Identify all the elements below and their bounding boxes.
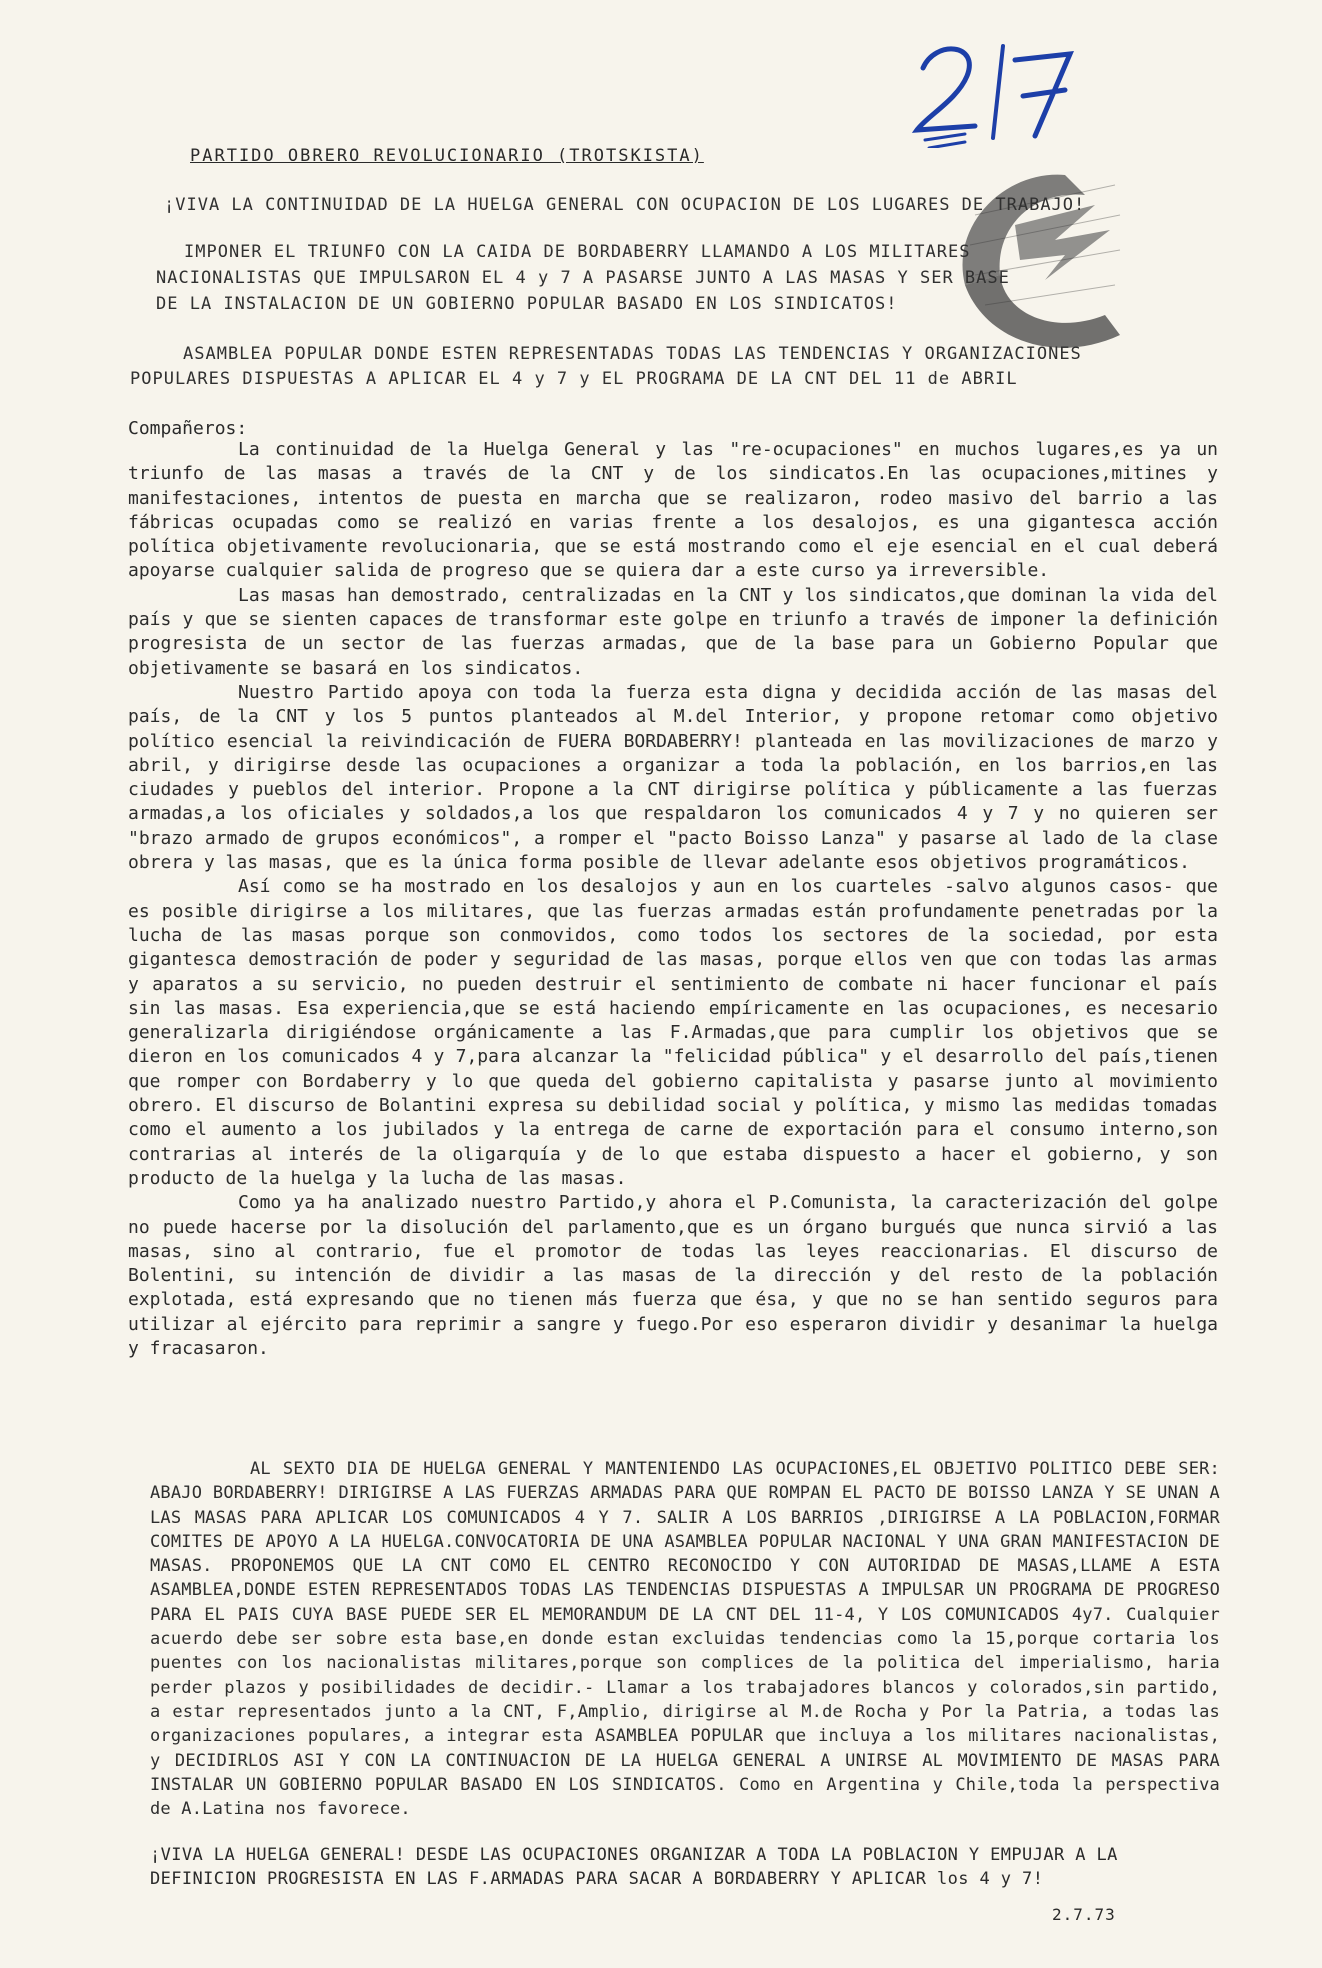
- paragraph-4: Así como se ha mostrado en los desalojos y aun en los cuarteles -salvo algunos casos- que es posible dirigirse a los militares, que las fuerzas armadas están profundamente penetradas por la lucha de las masas porque son conmovidos, como todos los sectores de la sociedad, por esta gigantesca demostración de poder y seguridad de las masas, porque ellos ven que con todas las armas y aparatos a su servicio, no pueden destruir el sentimiento de combate ni hacer funcionar el país sin las masas. Esa experiencia,que se está haciendo empíricamente en las ocupaciones, es necesario generalizarla dirigiéndose orgánicamente a las F.Armadas,que para cumplir los objetivos que se dieron en los comunicados 4 y 7,para alcanzar la "felicidad pública" y el desarrollo del país,tienen que romper con Bordaberry y lo que queda del gobierno capitalista y pasarse junto al movimiento obrero. El discurso de Bolantini expresa su debilidad social y política, y mismo las medidas tomadas como el aumento a los jubilados y la entrega de carne de exportación para el consumo interno,son contrarias al interés de la oligarquía y de lo que estaba dispuesto a hacer el gobierno, y son producto de la huelga y la lucha de las masas.: [128, 876, 1218, 1189]
- handwritten-page-number: [905, 38, 1095, 148]
- headline-3: NACIONALISTAS QUE IMPULSARON EL 4 y 7 A PASARSE JUNTO A LAS MASAS Y SER BASE: [156, 268, 1010, 288]
- headline-6: POPULARES DISPUESTAS A APLICAR EL 4 y 7 y EL PROGRAMA DE LA CNT DEL 11 de ABRIL: [130, 369, 1018, 389]
- paragraph-5: Como ya ha analizado nuestro Partido,y ahora el P.Comunista, la caracterización del golpe no puede hacerse por la disolución del parlamento,que es un órgano burgués que nunca sirvió a las masas, sino al contrario, fue el promotor de todas las leyes reaccionarias. El discurso de Bolentini, su intención de dividir a las masas de la dirección y del resto de la población explotada, está expresando que no tienen más fuerza que ésa, y que no se han sentido seguros para utilizar al ejército para reprimir a sangre y fuego.Por eso esperaron dividir y desanimar la huelga y fracasaron.: [128, 1192, 1218, 1359]
- paragraph-3: Nuestro Partido apoya con toda la fuerza esta digna y decidida acción de las masas del país, de la CNT y los 5 puntos planteados al M.del Interior, y propone retomar como objetivo político esencial la reivindicación de FUERA BORDABERRY! planteada en las movilizaciones de marzo y abril, y dirigirse desde las ocupaciones a organizar a toda la población, en los barrios,en las ciudades y pueblos del interior. Propone a la CNT dirigirse política y públicamente a las fuerzas armadas,a los oficiales y soldados,a los que respaldaron los comunicados 4 y 7 y no quieren ser "brazo armado de grupos económicos", a romper el "pacto Boisso Lanza" y pasarse al lado de la clase obrera y las masas, que es la única forma posible de llevar adelante esos objetivos programáticos.: [128, 681, 1218, 874]
- headline-4: DE LA INSTALACION DE UN GOBIERNO POPULAR BASADO EN LOS SINDICATOS!: [156, 294, 898, 314]
- salutation: Compañeros:: [128, 418, 248, 439]
- body-text: [128, 438, 1218, 1361]
- document-date: 2.7.73: [1052, 1905, 1116, 1924]
- headline-1: ¡VIVA LA CONTINUIDAD DE LA HUELGA GENERAL CON OCUPACION DE LOS LUGARES DE TRABAJO!: [164, 195, 1086, 215]
- paragraph-1: La continuidad de la Huelga General y las "re-ocupaciones" en muchos lugares,es ya un triunfo de las masas a través de la CNT y de los sindicatos.En las ocupaciones,mitines y manifestaciones, intentos de puesta en marcha que se realizaron, rodeo masivo del barrio a las fábricas ocupadas como se realizó en varias frente a los desalojos, es una gigantesca acción política objetivamente revolucionaria, que se está mostrando como el eje esencial en el cual deberá apoyarse cualquier salida de progreso que se quiera dar a este curso ya irreversible.: [128, 439, 1218, 582]
- headline-5: ASAMBLEA POPULAR DONDE ESTEN REPRESENTADAS TODAS LAS TENDENCIAS Y ORGANIZACIONES: [183, 344, 1082, 364]
- headline-2: IMPONER EL TRIUNFO CON LA CAIDA DE BORDABERRY LLAMANDO A LOS MILITARES: [184, 242, 971, 262]
- party-header: PARTIDO OBRERO REVOLUCIONARIO (TROTSKISTA): [190, 146, 704, 166]
- caps-paragraph: AL SEXTO DIA DE HUELGA GENERAL Y MANTENIENDO LAS OCUPACIONES,EL OBJETIVO POLITICO DEBE SER: ABAJO BORDABERRY! DIRIGIRSE A LAS FUERZAS ARMADAS PARA QUE ROMPAN EL PACTO DE BOISSO LANZA Y SE UNAN A LAS MASAS PARA APLICAR LOS COMUNICADOS 4 Y 7. SALIR A LOS BARRIOS ,DIRIGIRSE A LA POBLACION,FORMAR COMITES DE APOYO A LA HUELGA.CONVOCATORIA DE UNA ASAMBLEA POPULAR NACIONAL Y UNA GRAN MANIFESTACION DE MASAS. PROPONEMOS QUE LA CNT COMO EL CENTRO RECONOCIDO Y CON AUTORIDAD DE MASAS,LLAME A ESTA ASAMBLEA,DONDE ESTEN REPRESENTADOS TODAS LAS TENDENCIAS DISPUESTAS A IMPULSAR UN PROGRAMA DE PROGRESO PARA EL PAIS CUYA BASE PUEDE SER EL MEMORANDUM DE LA CNT DEL 11-4, Y LOS COMUNICADOS 4y7. Cualquier acuerdo debe ser sobre esta base,en donde estan excluidas tendencias como la 15,porque cortaria los puentes con los nacionalistas militares,porque son complices de la politica del imperialismo, haria perder plazos y posibilidades de decidir.- Llamar a los trabajadores blancos y colorados,sin partido, a estar representados junto a la CNT, F,Amplio, dirigirse al M.de Rocha y Por la Patria, a todas las organizaciones populares, a integrar esta ASAMBLEA POPULAR que incluya a los militares nacionalistas, y DECIDIRLOS ASI Y CON LA CONTINUACION DE LA HUELGA GENERAL A UNIRSE AL MOVIMIENTO DE MASAS PARA INSTALAR UN GOBIERNO POPULAR BASADO EN LOS SINDICATOS. Como en Argentina y Chile,toda la perspectiva de A.Latina nos favorece.: [150, 1459, 1220, 1820]
- paragraph-2: Las masas han demostrado, centralizadas en la CNT y los sindicatos,que dominan la vida del país y que se sienten capaces de transformar este golpe en triunfo a través de imponer la definición progresista de un sector de las fuerzas armadas, que de la base para un Gobierno Popular que objetivamente se basará en los sindicatos.: [128, 584, 1218, 679]
- closing-slogan: ¡VIVA LA HUELGA GENERAL! DESDE LAS OCUPACIONES ORGANIZAR A TODA LA POBLACION Y EMPUJAR A LA DEFINICION PROGRESISTA EN LAS F.ARMADAS PARA SACAR A BORDABERRY Y APLICAR los 4 y 7!: [150, 1845, 1118, 1889]
